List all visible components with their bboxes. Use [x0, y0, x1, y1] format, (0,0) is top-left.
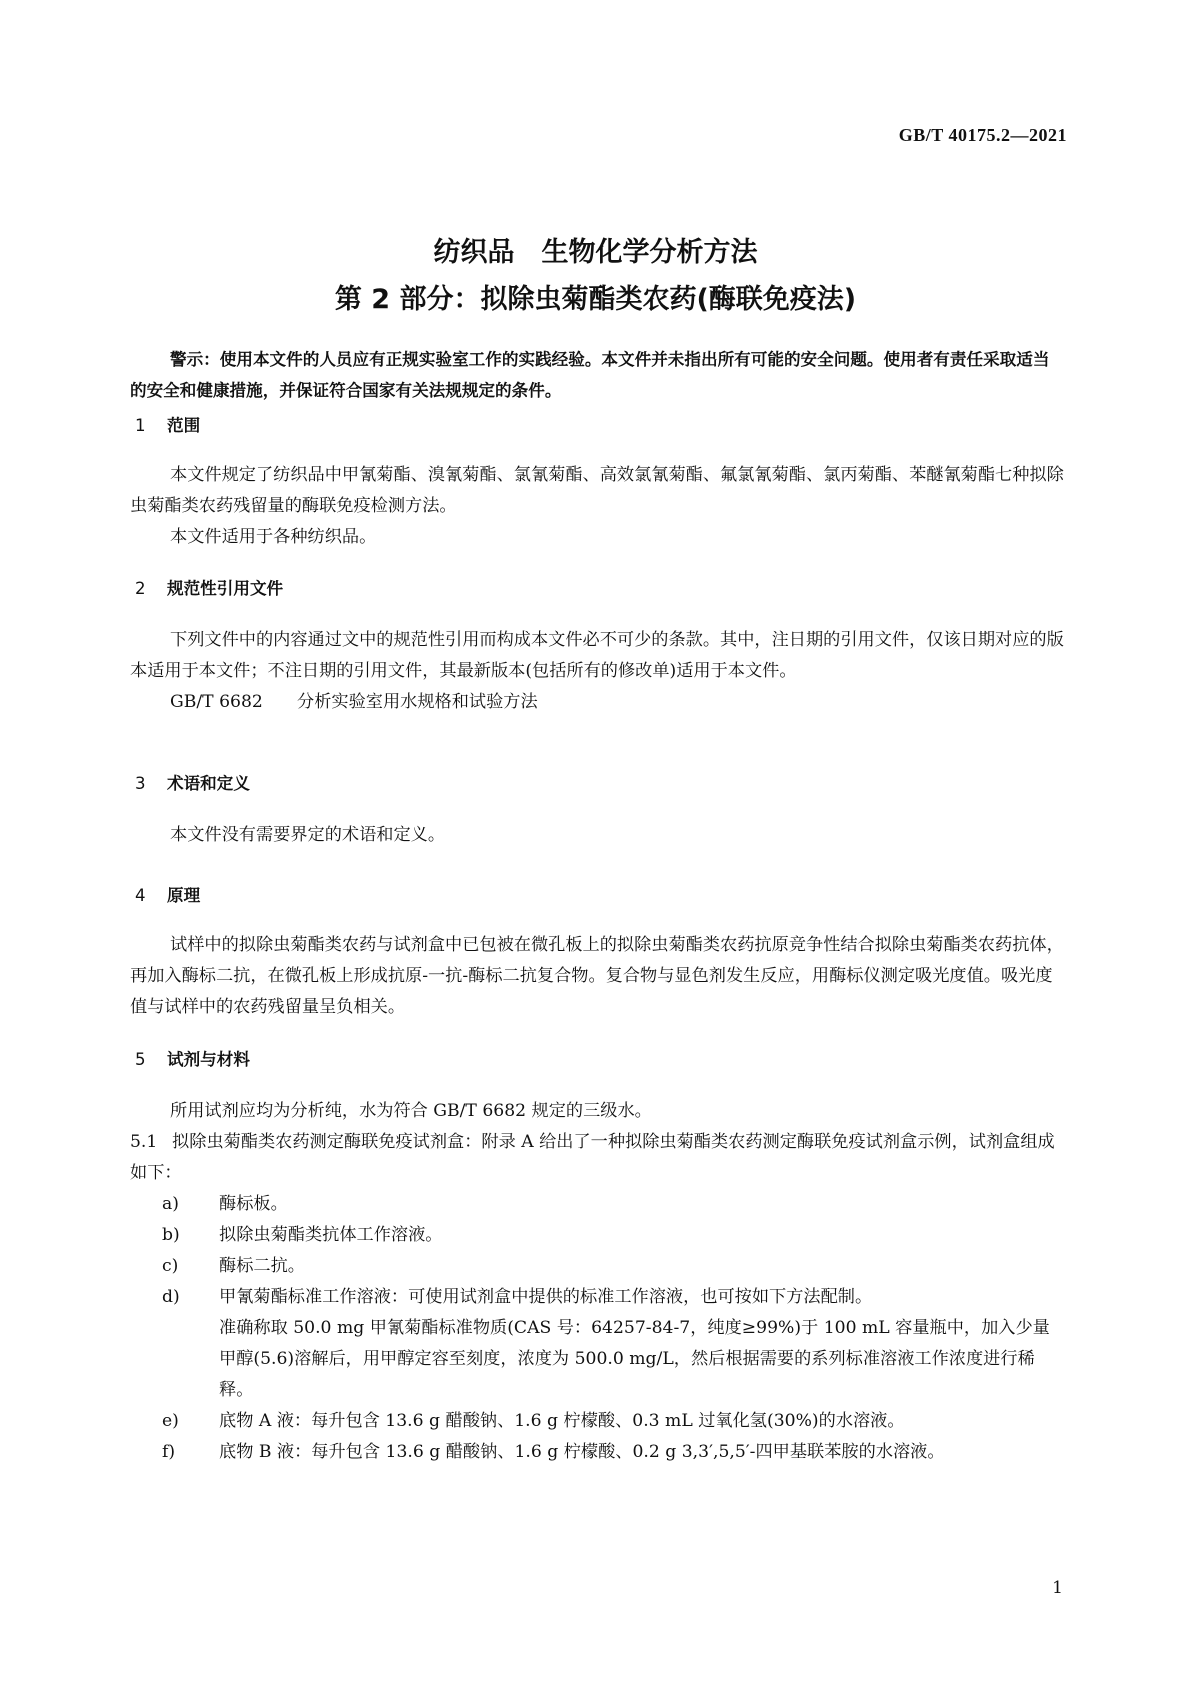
- section-title: 规范性引用文件: [167, 579, 284, 598]
- kit-components-list: [162, 1189, 1065, 1468]
- list-item: [162, 1282, 1065, 1406]
- list-extra-text: 准确称取 50.0 mg 甲氰菊酯标准物质(CAS 号：64257-84-7，纯度≥99%)于 100 mL 容量瓶中，加入少量甲醇(5.6)溶解后，用甲醇定容至刻度，浓度为 500.0 mg/L，然后根据需要的系列标准溶液工作浓度进行稀释。: [219, 1318, 1050, 1400]
- section-4-body: [130, 930, 1065, 1023]
- document-title-line1: 纺织品 生物化学分析方法: [433, 237, 758, 268]
- section-5-body: [130, 1096, 1065, 1127]
- list-label: c): [162, 1256, 179, 1276]
- subclause-number: 5.1: [130, 1132, 158, 1152]
- section-title: 范围: [167, 416, 201, 435]
- section-number: 5: [135, 1050, 146, 1069]
- reference-title: 分析实验室用水规格和试验方法: [297, 692, 538, 712]
- normative-reference: [130, 687, 1065, 718]
- section-heading-1: [135, 412, 200, 436]
- document-title-line2: 第 2 部分：拟除虫菊酯类农药(酶联免疫法): [334, 284, 857, 315]
- section-number: 3: [135, 774, 146, 793]
- list-item: [162, 1220, 1065, 1251]
- section-number: 2: [135, 579, 146, 598]
- list-text: 拟除虫菊酯类抗体工作溶液。: [219, 1225, 443, 1245]
- section-heading-2: [135, 575, 283, 599]
- list-text: 酶标二抗。: [219, 1256, 305, 1276]
- standard-number: GB/T 40175.2—2021: [898, 125, 1067, 145]
- section-3-body: [130, 820, 1065, 851]
- section-1-body: [130, 460, 1065, 553]
- list-label: b): [162, 1225, 180, 1245]
- section-heading-4: [135, 882, 200, 906]
- list-label: e): [162, 1411, 179, 1431]
- section-title: 试剂与材料: [167, 1050, 250, 1069]
- paragraph: 本文件没有需要界定的术语和定义。: [170, 825, 446, 845]
- section-heading-5: [135, 1046, 250, 1070]
- paragraph: 本文件适用于各种纺织品。: [170, 527, 377, 547]
- page-number: 1: [1052, 1578, 1063, 1598]
- list-item: [162, 1406, 1065, 1437]
- list-text: 甲氰菊酯标准工作溶液：可使用试剂盒中提供的标准工作溶液，也可按如下方法配制。: [219, 1287, 873, 1307]
- list-label: a): [162, 1194, 179, 1214]
- paragraph: 本文件规定了纺织品中甲氰菊酯、溴氰菊酯、氯氰菊酯、高效氯氰菊酯、氟氯氰菊酯、氯丙菊酯、苯醚氰菊酯七种拟除虫菊酯类农药残留量的酶联免疫检测方法。: [130, 465, 1064, 516]
- paragraph: 试样中的拟除虫菊酯类农药与试剂盒中已包被在微孔板上的拟除虫菊酯类农药抗原竞争性结合拟除虫菊酯类农药抗体，再加入酶标二抗，在微孔板上形成抗原-一抗-酶标二抗复合物。复合物与显色剂发生反应，用酶标仪测定吸光度值。吸光度值与试样中的农药残留量呈负相关。: [130, 935, 1064, 1017]
- section-title: 术语和定义: [167, 774, 250, 793]
- section-number: 4: [135, 886, 146, 905]
- list-label: d): [162, 1287, 180, 1307]
- subclause-text: 拟除虫菊酯类农药测定酶联免疫试剂盒：附录 A 给出了一种拟除虫菊酯类农药测定酶联免疫试剂盒示例，试剂盒组成如下：: [130, 1132, 1055, 1183]
- list-item: [162, 1189, 1065, 1220]
- subclause-5-1: [130, 1127, 1065, 1189]
- section-title: 原理: [167, 886, 201, 905]
- safety-warning: 警示：使用本文件的人员应有正规实验室工作的实践经验。本文件并未指出所有可能的安全问题。使用者有责任采取适当的安全和健康措施，并保证符合国家有关法规规定的条件。: [130, 350, 1050, 400]
- list-text-group: [219, 1282, 1065, 1406]
- section-2-body: [130, 625, 1065, 718]
- paragraph: 下列文件中的内容通过文中的规范性引用而构成本文件必不可少的条款。其中，注日期的引用文件，仅该日期对应的版本适用于本文件；不注日期的引用文件，其最新版本(包括所有的修改单)适用于本文件。: [130, 630, 1064, 681]
- section-heading-3: [135, 770, 250, 794]
- reference-code: GB/T 6682: [170, 692, 263, 712]
- list-label: f): [162, 1442, 176, 1462]
- list-text: 酶标板。: [219, 1194, 288, 1214]
- paragraph: 所用试剂应均为分析纯，水为符合 GB/T 6682 规定的三级水。: [170, 1101, 652, 1121]
- section-number: 1: [135, 416, 146, 435]
- list-item: [162, 1437, 1065, 1468]
- list-text: 底物 A 液：每升包含 13.6 g 醋酸钠、1.6 g 柠檬酸、0.3 mL 过氧化氢(30%)的水溶液。: [219, 1411, 905, 1431]
- list-text: 底物 B 液：每升包含 13.6 g 醋酸钠、1.6 g 柠檬酸、0.2 g 3,3′,5,5′-四甲基联苯胺的水溶液。: [219, 1442, 945, 1462]
- list-item: [162, 1251, 1065, 1282]
